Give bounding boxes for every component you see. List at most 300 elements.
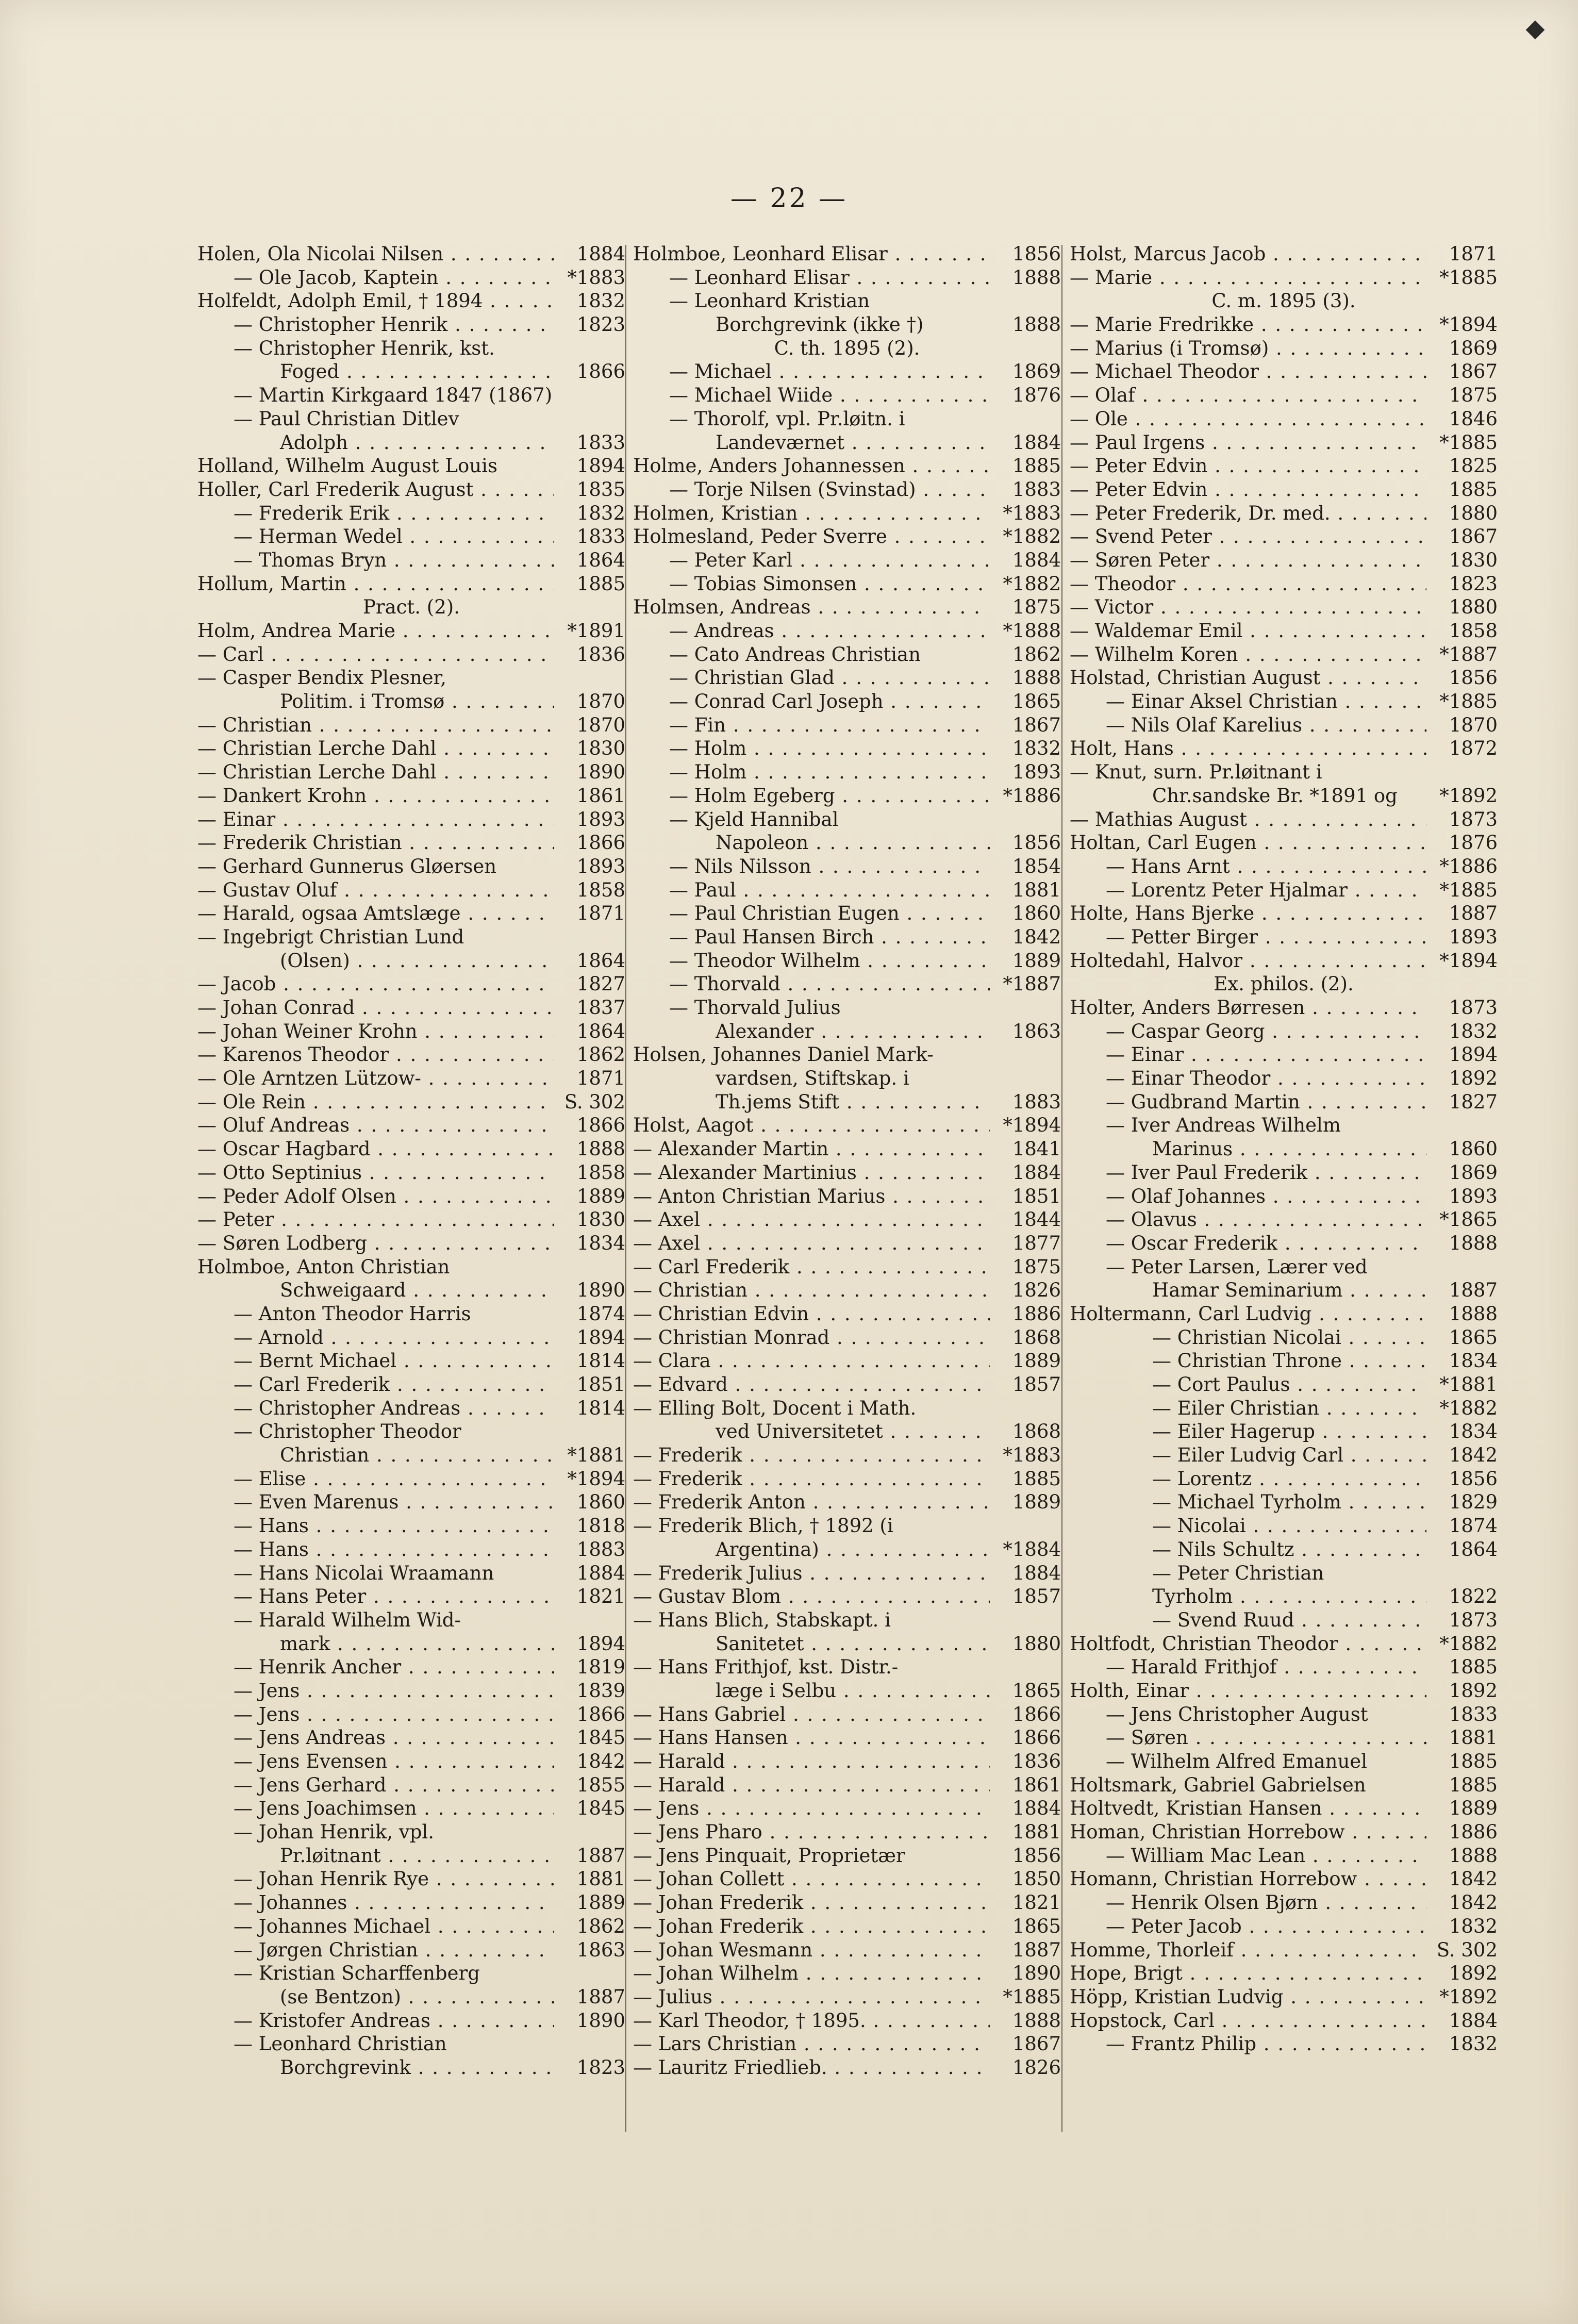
entry-name: — Marie . . .: [1070, 266, 1426, 290]
entry-name: — Thorvald . . .: [633, 972, 990, 996]
entry-name: — Fin . . .: [633, 713, 990, 737]
index-entry: [197, 784, 625, 808]
entry-year: 1889: [576, 1891, 625, 1914]
entry-name: ved Universitetet . . .: [633, 1420, 990, 1443]
entry-name: — Martin Kirkgaard 1847 (1867): [234, 384, 553, 407]
index-entry: [197, 242, 625, 266]
entry-year: 1887: [1449, 902, 1498, 925]
entry-year: 1889: [1012, 1350, 1061, 1372]
index-entry: [1070, 1867, 1498, 1891]
index-entry: [1070, 1773, 1498, 1797]
entry-name: — Bernt Michael . . .: [197, 1349, 554, 1373]
entry-name: — Jens Pharo . . .: [633, 1820, 990, 1844]
entry-year: 1866: [576, 1703, 625, 1725]
entry-year: 1833: [576, 525, 625, 548]
index-entry: [197, 1773, 625, 1797]
entry-name: — Johan Collett . . .: [633, 1867, 990, 1891]
entry-year: 1823: [576, 2056, 625, 2079]
entry-year: 1888: [1012, 667, 1061, 689]
index-entry: [197, 1726, 625, 1750]
entry-name: — Leonhard Elisar . . .: [633, 266, 990, 290]
entry-name: — Christopher Henrik . . .: [197, 313, 554, 337]
index-entry: [197, 1750, 625, 1773]
entry-name: — Johan Conrad . . .: [197, 996, 554, 1020]
entry-year: 1870: [576, 713, 625, 736]
entry-year: 1864: [576, 549, 625, 571]
entry-name: — Julius . . .: [633, 1985, 990, 2009]
entry-name: — Edvard . . .: [633, 1373, 990, 1397]
entry-year: 1827: [576, 973, 625, 995]
entry-year: 1889: [1012, 949, 1061, 972]
entry-year: 1837: [576, 997, 625, 1019]
entry-year: 1888: [1449, 1844, 1498, 1867]
entry-name: — Henrik Olsen Bjørn . . .: [1070, 1891, 1426, 1915]
entry-name: Landeværnet . . .: [633, 431, 990, 455]
column-divider: [625, 245, 626, 2132]
entry-year: *1886: [1003, 784, 1061, 807]
index-entry: [197, 1538, 625, 1562]
index-entry: [633, 313, 1061, 337]
entry-name: — Jens Christopher August: [1106, 1703, 1368, 1725]
entry-year: 1894: [576, 1326, 625, 1349]
entry-year: 1836: [1012, 1750, 1061, 1772]
entry-year: 1884: [1012, 1797, 1061, 1820]
index-entry: [1070, 1302, 1498, 1326]
entry-name: — Jens Joachimsen . . .: [197, 1797, 554, 1820]
entry-year: 1832: [576, 290, 625, 312]
index-entry: [1070, 360, 1498, 384]
entry-year: *1885: [1439, 431, 1498, 454]
index-entry: [633, 878, 1061, 902]
entry-name: Holstad, Christian August . . .: [1070, 666, 1426, 690]
entry-name: — Christopher Andreas . . .: [197, 1397, 554, 1420]
entry-year: 1855: [576, 1773, 625, 1796]
index-entry: [197, 1891, 625, 1915]
entry-name: — Søren Lodberg . . .: [197, 1232, 554, 1255]
entry-year: 1876: [1012, 384, 1061, 407]
entry-year: 1884: [1449, 2009, 1498, 2032]
index-entry: [633, 1020, 1061, 1043]
entry-year: *1883: [567, 266, 625, 289]
entry-name: — Johannes . . .: [197, 1891, 554, 1915]
index-entry: [633, 289, 1061, 313]
entry-year: 1834: [1449, 1420, 1498, 1443]
index-entry: [633, 454, 1061, 478]
entry-name: — Casper Bendix Plesner,: [197, 667, 446, 689]
entry-name: Homann, Christian Horrebow . . .: [1070, 1867, 1426, 1891]
index-entry: [633, 1915, 1061, 1938]
entry-name: — Johan Wesmann . . .: [633, 1938, 990, 1962]
entry-year: 1814: [576, 1397, 625, 1419]
index-entry: [197, 1655, 625, 1679]
entry-year: S. 302: [1436, 1938, 1498, 1961]
index-entry: [633, 1820, 1061, 1844]
entry-year: 1830: [1449, 549, 1498, 571]
entry-name: — Johannes Michael . . .: [197, 1915, 554, 1938]
entry-year: *1881: [567, 1444, 625, 1467]
index-entry: [633, 1349, 1061, 1373]
entry-name: — Elling Bolt, Docent i Math.: [633, 1397, 917, 1419]
entry-name: — Iver Paul Frederik . . .: [1070, 1161, 1426, 1185]
entry-year: 1864: [576, 1020, 625, 1042]
index-entry: [633, 1773, 1061, 1797]
entry-year: 1850: [1012, 1868, 1061, 1890]
entry-name: — Marius (i Tromsø) . . .: [1070, 337, 1426, 360]
entry-name: Sanitetet . . .: [633, 1632, 990, 1656]
entry-name: — Iver Andreas Wilhelm: [1106, 1114, 1341, 1137]
entry-year: 1856: [1012, 1844, 1061, 1867]
index-entry: [1070, 1585, 1498, 1608]
index-entry: [197, 1962, 625, 1985]
entry-name: Homme, Thorleif . . .: [1070, 1938, 1426, 1962]
entry-year: 1856: [1449, 1467, 1498, 1490]
entry-year: 1832: [576, 502, 625, 524]
entry-year: 1885: [1449, 1750, 1498, 1772]
entry-name: — Anton Christian Marius . . .: [633, 1185, 990, 1208]
entry-year: *1882: [1003, 525, 1061, 548]
index-entry: [197, 2056, 625, 2080]
entry-name: — Oluf Andreas . . .: [197, 1114, 554, 1137]
entry-year: 1872: [1449, 737, 1498, 760]
entry-name: — Frederik Christian . . .: [197, 831, 554, 855]
entry-year: 1867: [1012, 713, 1061, 736]
entry-name: — Petter Birger . . .: [1070, 925, 1426, 949]
entry-year: 1886: [1449, 1821, 1498, 1844]
index-entry: [633, 1279, 1061, 1302]
index-entry: [633, 1985, 1061, 2009]
entry-name: Borchgrevink . . .: [197, 2056, 554, 2080]
index-entry: [633, 1750, 1061, 1773]
index-entry: [197, 666, 625, 690]
entry-name: — Kristian Scharffenberg: [234, 1962, 480, 1985]
index-entry: [197, 384, 625, 407]
entry-name: — Michael Theodor . . .: [1070, 360, 1426, 384]
index-column-2: [633, 242, 1061, 2080]
index-entry: [197, 996, 625, 1020]
entry-year: 1893: [1449, 925, 1498, 948]
index-entry: [1070, 1490, 1498, 1514]
index-entry: [1070, 549, 1498, 572]
entry-name: — Hans Nicolai Wraamann: [234, 1562, 494, 1584]
index-entry: [633, 1326, 1061, 1350]
index-entry: [1070, 2009, 1498, 2033]
index-entry: [633, 1397, 1061, 1420]
entry-year: *1888: [1003, 620, 1061, 642]
index-entry: [1070, 1208, 1498, 1232]
entry-name: — Peter Edvin . . .: [1070, 454, 1426, 478]
entry-year: 1875: [1449, 384, 1498, 407]
entry-name: Holtvedt, Kristian Hansen . . .: [1070, 1797, 1426, 1820]
entry-year: 1842: [1449, 1891, 1498, 1914]
index-entry: [197, 549, 625, 572]
index-entry: [197, 1467, 625, 1491]
entry-year: 1863: [576, 1938, 625, 1961]
entry-name: — Alexander Martinius . . .: [633, 1161, 990, 1185]
index-entry: [633, 1232, 1061, 1255]
entry-name: — Conrad Carl Joseph . . .: [633, 690, 990, 713]
entry-name: — Christian Lerche Dahl . . .: [197, 760, 554, 784]
entry-year: 1821: [576, 1585, 625, 1608]
entry-name: (se Bentzon) . . .: [197, 1985, 554, 2009]
entry-year: 1822: [1449, 1585, 1498, 1608]
entry-name: — Jacob . . .: [197, 972, 554, 996]
entry-year: 1893: [1449, 1185, 1498, 1207]
index-entry: [197, 572, 625, 596]
entry-name: — Oscar Hagbard . . .: [197, 1137, 554, 1161]
index-entry: [633, 1373, 1061, 1397]
entry-year: 1868: [1012, 1420, 1061, 1443]
entry-year: *1886: [1439, 855, 1498, 877]
index-entry: [197, 949, 625, 973]
entry-name: — Lorentz Peter Hjalmar . . .: [1070, 878, 1426, 902]
entry-name: — Hans . . .: [197, 1514, 554, 1538]
entry-name: Ex. philos. (2).: [1214, 973, 1354, 995]
entry-name: — Carl . . .: [197, 643, 554, 667]
entry-year: 1865: [1012, 1679, 1061, 1702]
entry-name: — Peter Edvin . . .: [1070, 478, 1426, 502]
entry-year: 1842: [1449, 1868, 1498, 1890]
entry-year: 1873: [1449, 1608, 1498, 1631]
entry-name: — Arnold . . .: [197, 1326, 554, 1350]
entry-year: 1893: [1012, 761, 1061, 784]
index-entry: [1070, 337, 1498, 360]
index-column-1: [197, 242, 625, 2080]
index-entry: [1070, 1043, 1498, 1067]
entry-year: 1884: [1012, 1562, 1061, 1584]
entry-name: — Herman Wedel . . .: [197, 525, 554, 549]
entry-name: Argentina) . . .: [633, 1538, 990, 1562]
entry-name: — Karl Theodor, † 1895. . . .: [633, 2009, 990, 2033]
entry-year: 1854: [1012, 855, 1061, 877]
index-entry: [1070, 690, 1498, 713]
index-entry: [633, 1255, 1061, 1279]
index-entry: [197, 525, 625, 549]
entry-name: — Johan Weiner Krohn . . .: [197, 1020, 554, 1043]
entry-name: — Hans Hansen . . .: [633, 1726, 990, 1750]
entry-name: Th.jems Stift . . .: [633, 1090, 990, 1114]
entry-name: — William Mac Lean . . .: [1070, 1844, 1426, 1868]
entry-name: — Michael Wiide . . .: [633, 384, 990, 407]
index-entry: [197, 1137, 625, 1161]
entry-year: 1890: [576, 2009, 625, 2032]
index-entry: [633, 1562, 1061, 1585]
index-entry: [633, 643, 1061, 667]
entry-year: 1884: [1012, 1161, 1061, 1184]
entry-name: — Holm . . .: [633, 760, 990, 784]
index-entry: [197, 925, 625, 949]
index-entry: [1070, 1962, 1498, 1985]
entry-name: Holler, Carl Frederik August . . .: [197, 478, 554, 502]
entry-name: — Eiler Christian . . .: [1070, 1397, 1426, 1420]
index-entry: [1070, 1467, 1498, 1491]
entry-name: (Olsen) . . .: [197, 949, 554, 973]
entry-name: Holst, Aagot . . .: [633, 1114, 990, 1137]
index-entry: [633, 1962, 1061, 1985]
entry-year: 1869: [1012, 360, 1061, 383]
entry-year: 1874: [576, 1302, 625, 1325]
index-entry: [197, 1820, 625, 1844]
entry-year: 1876: [1449, 832, 1498, 854]
entry-name: Chr.sandske Br. *1891 og: [1152, 784, 1398, 807]
entry-name: — Christopher Theodor: [234, 1420, 461, 1443]
entry-name: — Gustav Oluf . . .: [197, 878, 554, 902]
entry-name: Christian . . .: [197, 1443, 554, 1467]
entry-name: — Ingebrigt Christian Lund: [197, 925, 464, 948]
entry-year: 1851: [576, 1373, 625, 1396]
entry-name: Holst, Marcus Jacob . . .: [1070, 242, 1426, 266]
entry-year: 1893: [576, 808, 625, 831]
index-entry: [1070, 1349, 1498, 1373]
index-entry: [633, 595, 1061, 619]
entry-year: 1845: [576, 1797, 625, 1820]
entry-name: Adolph . . .: [197, 431, 554, 455]
entry-year: 1870: [576, 690, 625, 713]
entry-name: — Ole . . .: [1070, 407, 1426, 431]
entry-year: 1884: [1012, 549, 1061, 571]
index-entry: [197, 1043, 625, 1067]
entry-year: 1825: [1449, 455, 1498, 477]
entry-name: — Christopher Henrik, kst.: [234, 337, 495, 359]
index-entry: [1070, 1185, 1498, 1208]
entry-name: — Axel . . .: [633, 1208, 990, 1232]
index-entry: [197, 690, 625, 713]
index-entry: [1070, 784, 1498, 808]
index-entry: [197, 855, 625, 878]
entry-year: 1864: [576, 949, 625, 972]
entry-name: Pract. (2).: [363, 596, 460, 619]
entry-name: Holmsen, Andreas . . .: [633, 595, 990, 619]
entry-name: — Wilhelm Alfred Emanuel: [1106, 1750, 1368, 1772]
entry-year: 1877: [1012, 1232, 1061, 1254]
entry-year: 1814: [576, 1350, 625, 1372]
entry-year: 1851: [1012, 1185, 1061, 1207]
entry-name: Holtsmark, Gabriel Gabrielsen: [1070, 1773, 1366, 1796]
entry-name: — Gerhard Gunnerus Gløersen: [197, 855, 497, 877]
index-entry: [1070, 595, 1498, 619]
entry-name: læge i Selbu . . .: [633, 1679, 990, 1703]
entry-name: — Søren . . .: [1070, 1726, 1426, 1750]
entry-name: — Christian Lerche Dahl . . .: [197, 737, 554, 760]
index-entry: [633, 1137, 1061, 1161]
index-entry: [197, 1632, 625, 1656]
entry-year: 1858: [576, 1161, 625, 1184]
index-entry: [633, 431, 1061, 455]
entry-name: — Clara . . .: [633, 1349, 990, 1373]
entry-name: — Hans Blich, Stabskapt. i: [633, 1608, 891, 1631]
entry-year: 1881: [1012, 878, 1061, 901]
entry-name: — Nicolai . . .: [1070, 1514, 1426, 1538]
index-entry: [633, 407, 1061, 431]
entry-year: 1888: [576, 1138, 625, 1160]
entry-name: — Jens Gerhard . . .: [197, 1773, 554, 1797]
index-entry: [633, 1867, 1061, 1891]
index-entry: [1070, 266, 1498, 290]
entry-year: 1885: [1012, 455, 1061, 477]
entry-year: 1832: [1012, 737, 1061, 760]
entry-year: 1883: [1012, 478, 1061, 501]
entry-name: — Christian Nicolai . . .: [1070, 1326, 1426, 1350]
entry-year: 1890: [576, 761, 625, 784]
entry-name: — Karenos Theodor . . .: [197, 1043, 554, 1067]
entry-name: — Jørgen Christian . . .: [197, 1938, 554, 1962]
index-entry: [197, 1443, 625, 1467]
index-entry: [1070, 478, 1498, 502]
index-entry: [633, 549, 1061, 572]
entry-name: — Lauritz Friedlieb. . . .: [633, 2056, 990, 2080]
index-entry: [197, 1514, 625, 1538]
index-entry: [197, 1420, 625, 1443]
index-entry: [197, 1867, 625, 1891]
index-entry: [197, 360, 625, 384]
index-entry: [633, 666, 1061, 690]
entry-name: — Ole Jacob, Kaptein . . .: [197, 266, 554, 290]
entry-name: Tyrholm . . .: [1070, 1585, 1426, 1608]
entry-name: vardsen, Stiftskap. i: [716, 1067, 909, 1090]
entry-year: 1826: [1012, 1279, 1061, 1302]
index-entry: [633, 1185, 1061, 1208]
index-entry: [197, 289, 625, 313]
index-entry: [197, 1255, 625, 1279]
index-entry: [633, 1067, 1061, 1090]
index-entry: [1070, 1397, 1498, 1420]
index-entry: [633, 1679, 1061, 1703]
entry-year: 1857: [1012, 1373, 1061, 1396]
entry-name: — Hans Gabriel . . .: [633, 1703, 990, 1727]
entry-name: — Johan Frederik . . .: [633, 1915, 990, 1938]
entry-year: *1885: [1439, 878, 1498, 901]
entry-year: 1856: [1449, 667, 1498, 689]
entry-name: Holmen, Kristian . . .: [633, 502, 990, 525]
entry-name: — Jens Pinquait, Proprietær: [633, 1844, 905, 1867]
entry-name: — Harald Wilhelm Wid-: [234, 1608, 461, 1631]
entry-year: 1869: [1449, 337, 1498, 359]
entry-name: — Cato Andreas Christian: [669, 643, 921, 666]
index-entry: [197, 313, 625, 337]
index-entry: [1070, 313, 1498, 337]
entry-name: — Carl Frederik . . .: [633, 1255, 990, 1279]
entry-year: 1873: [1449, 997, 1498, 1019]
page-number: — 22 —: [730, 183, 848, 214]
entry-name: — Ole Arntzen Lützow- . . .: [197, 1067, 554, 1090]
entry-name: — Axel . . .: [633, 1232, 990, 1255]
index-entry: [197, 1844, 625, 1868]
entry-year: 1857: [1012, 1585, 1061, 1608]
entry-name: — Christian Edvin . . .: [633, 1302, 990, 1326]
index-entry: [1070, 925, 1498, 949]
index-entry: [1070, 1161, 1498, 1185]
entry-year: 1865: [1012, 1915, 1061, 1937]
entry-name: Foged . . .: [197, 360, 554, 384]
index-entry: [633, 1797, 1061, 1820]
index-entry: [1070, 1679, 1498, 1703]
entry-year: 1889: [1449, 1797, 1498, 1820]
entry-year: 1858: [1449, 620, 1498, 642]
index-entry: [197, 1161, 625, 1185]
entry-year: 1842: [1012, 925, 1061, 948]
entry-name: — Paul Hansen Birch . . .: [633, 925, 990, 949]
entry-year: 1832: [1449, 1915, 1498, 1937]
entry-year: 1870: [1449, 713, 1498, 736]
index-entry: [633, 972, 1061, 996]
entry-name: — Andreas . . .: [633, 619, 990, 643]
entry-year: 1868: [1012, 1326, 1061, 1349]
entry-year: *1882: [1439, 1397, 1498, 1419]
entry-name: — Peter Karl . . .: [633, 549, 990, 572]
entry-name: — Elise . . .: [197, 1467, 554, 1491]
entry-year: 1823: [1449, 572, 1498, 595]
entry-year: 1842: [1449, 1444, 1498, 1467]
entry-year: 1894: [576, 1632, 625, 1655]
